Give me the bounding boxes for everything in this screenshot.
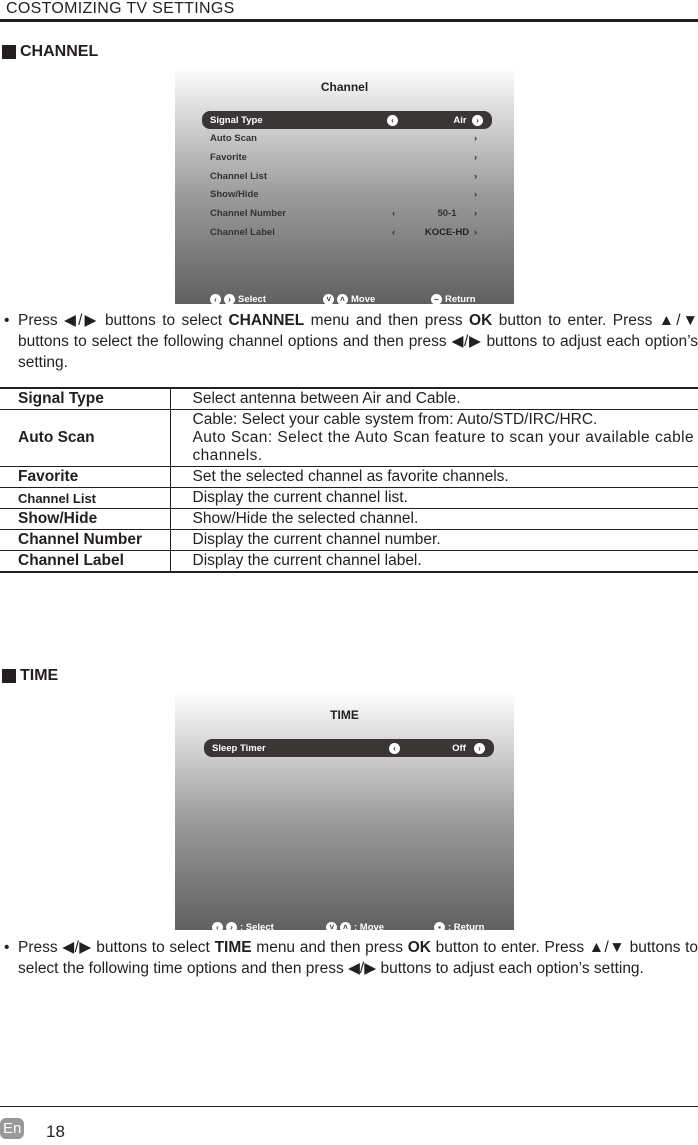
language-badge: En <box>0 1118 24 1139</box>
screen-title: Channel <box>320 80 369 94</box>
row-label: Favorite <box>210 151 247 163</box>
page-header: COSTOMIZING TV SETTINGS <box>6 0 235 17</box>
chevron-right-icon: › <box>474 207 478 219</box>
square-bullet-icon <box>2 45 16 59</box>
row-label: Show/Hide <box>210 188 259 200</box>
channel-instruction: • Press ◀/▶ buttons to select CHANNEL menu and then press OK button to enter. Press ▲/▼ buttons to select the following channel options and then press ◀/▶ buttons to adjust each option’s setting. <box>4 312 698 371</box>
table-row: Show/Hide Show/Hide the selected channel. <box>0 509 698 530</box>
row-value: 50-1 <box>437 207 457 219</box>
footer-select: Select <box>238 294 266 305</box>
table-row: Auto Scan Cable: Select your cable system from: Auto/STD/IRC/HRC. Auto Scan: Select the Auto Scan feature to scan your available cable channels. <box>0 410 698 467</box>
chevron-right-icon: › <box>474 151 478 163</box>
table-row: Favorite Set the selected channel as favorite channels. <box>0 467 698 488</box>
menu-row <box>202 148 492 166</box>
table-row: Channel Label Display the current channel label. <box>0 551 698 573</box>
row-label: Auto Scan <box>210 132 257 144</box>
row-label: Sleep Timer <box>212 742 266 754</box>
row-value: KOCE-HD <box>424 226 470 238</box>
footer-divider <box>0 1106 698 1107</box>
time-menu-screenshot: TIME Sleep Timer ‹ Off › ‹ › : Select ˅ ˄ : Move ▪ : Return <box>175 692 514 930</box>
channel-options-table <box>0 387 698 573</box>
section-time <box>2 667 58 685</box>
footer-select: : Select <box>240 922 274 933</box>
chevron-left-icon: ‹ <box>392 226 396 238</box>
section-channel <box>2 43 98 61</box>
left-circle-icon: ‹ <box>389 743 400 754</box>
screen-title: TIME <box>330 708 359 722</box>
right-circle-icon: › <box>474 743 485 754</box>
table-row: Signal Type Select antenna between Air and Cable. <box>0 388 698 410</box>
footer-return: Return <box>445 294 476 305</box>
section-title: CHANNEL <box>20 43 99 60</box>
menu-row <box>202 204 492 222</box>
row-value: Air <box>453 114 467 126</box>
square-bullet-icon <box>2 669 16 683</box>
section-title: TIME <box>20 667 59 684</box>
chevron-left-icon: ‹ <box>392 207 396 219</box>
footer-return: : Return <box>448 922 485 933</box>
chevron-right-icon: › <box>474 188 478 200</box>
menu-row <box>204 739 494 757</box>
menu-row <box>202 111 492 129</box>
menu-row <box>202 129 492 147</box>
chevron-right-icon: › <box>474 226 478 238</box>
chevron-right-icon: › <box>474 170 478 182</box>
row-label: Channel List <box>210 170 268 182</box>
time-instruction: • Press ◀/▶ buttons to select TIME menu and then press OK button to enter. Press ▲/▼ buttons to select the following time options and then press ◀/▶ buttons to adjust each option’s setting. <box>4 939 698 977</box>
menu-row <box>202 185 492 203</box>
table-row: Channel List Display the current channel list. <box>0 488 698 509</box>
left-circle-icon: ‹ <box>387 115 398 126</box>
menu-row <box>202 167 492 185</box>
footer-move: : Move <box>354 922 385 933</box>
header-divider <box>0 19 698 22</box>
chevron-right-icon: › <box>474 132 478 144</box>
page-number: 18 <box>46 1122 65 1141</box>
right-circle-icon: › <box>472 115 483 126</box>
table-row: Channel Number Display the current channel number. <box>0 530 698 551</box>
row-label: Channel Number <box>210 207 287 219</box>
row-label: Signal Type <box>210 114 263 126</box>
footer-move: Move <box>351 294 376 305</box>
menu-row <box>202 223 492 241</box>
row-label: Channel Label <box>210 226 275 238</box>
row-value: Off <box>452 742 466 754</box>
channel-menu-screenshot: Channel Signal Type ‹ Air › Auto Scan › Favorite › Channel List › Show/Hide › Channel Number ‹ 50-1 › Channel Label ‹ KOCE-HD › ‹ › Select ˅ ˄ Move – Return <box>175 66 514 304</box>
